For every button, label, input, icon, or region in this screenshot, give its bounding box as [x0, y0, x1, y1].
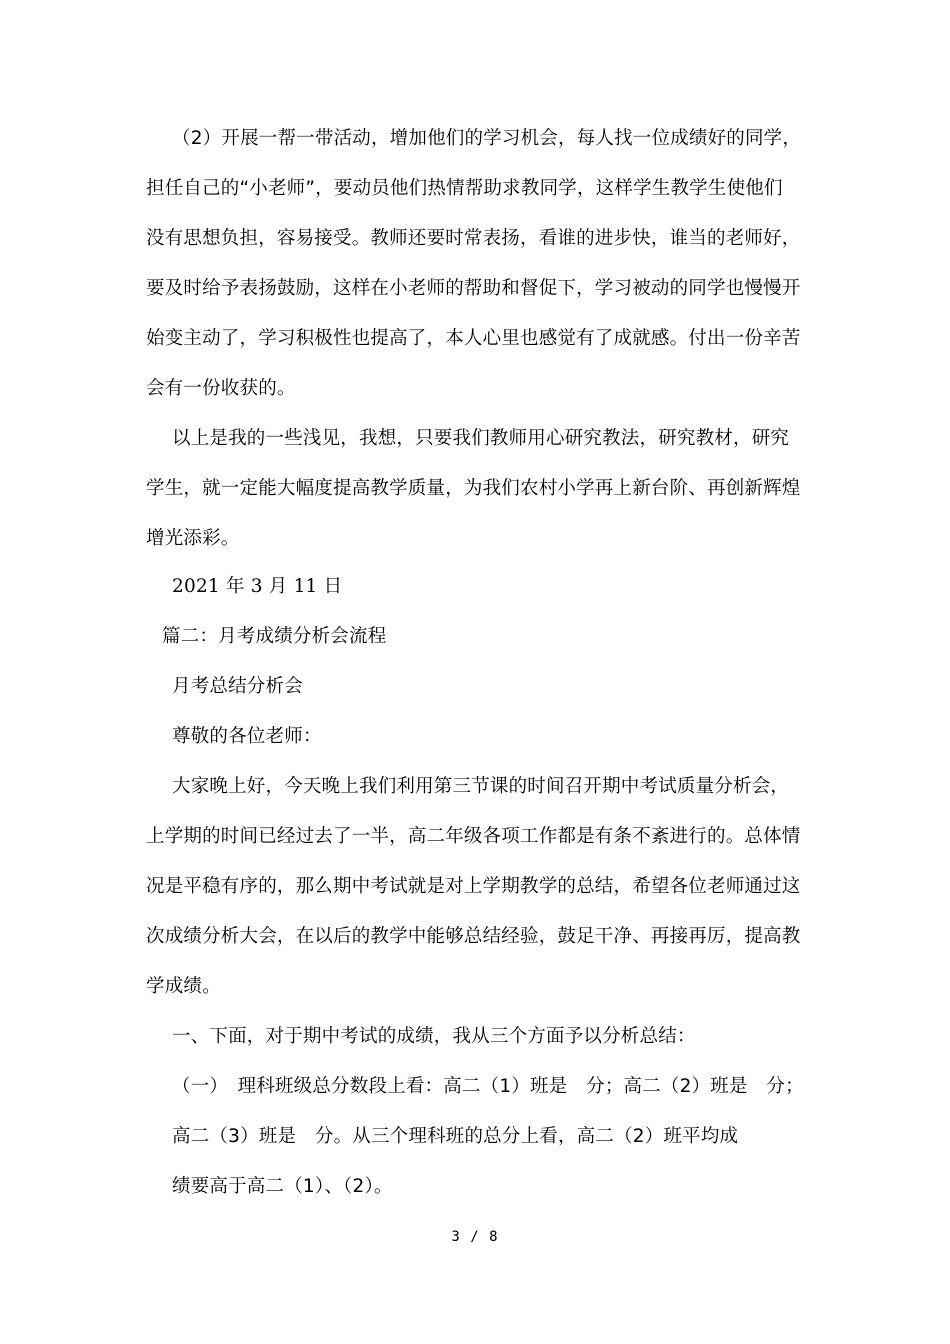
paragraph-line: （2）开展一帮一带活动，增加他们的学习机会，每人找一位成绩好的同学，: [172, 128, 802, 149]
paragraph-line: 一、下面，对于期中考试的成绩，我从三个方面予以分析总结：: [172, 1026, 696, 1047]
paragraph-line: 要及时给予表扬鼓励，这样在小老师的帮助和督促下，学习被动的同学也慢慢开: [146, 278, 801, 299]
paragraph-line: 会有一份收获的。: [146, 378, 296, 399]
paragraph-line: （一） 理科班级总分数段上看：高二（1）班是 分；高二（2）班是 分；: [172, 1076, 804, 1097]
section-heading: 篇二：月考成绩分析会流程: [162, 626, 387, 647]
document-title: 月考总结分析会: [172, 676, 303, 697]
paragraph-line: 始变主动了，学习积极性也提高了，本人心里也感觉有了成就感。付出一份辛苦: [146, 328, 801, 349]
paragraph-line: 大家晚上好，今天晚上我们利用第三节课的时间召开期中考试质量分析会，: [172, 776, 790, 797]
paragraph-line: 高二（3）班是 分。从三个理科班的总分上看，高二（2）班平均成: [172, 1126, 739, 1147]
paragraph-line: 以上是我的一些浅见，我想，只要我们教师用心研究教法，研究教材，研究: [172, 428, 790, 449]
date-line: 2021 年 3 月 11 日: [172, 576, 343, 597]
paragraph-line: 增光添彩。: [146, 528, 240, 549]
paragraph-line: 况是平稳有序的，那么期中考试就是对上学期教学的总结，希望各位老师通过这: [146, 876, 801, 897]
paragraph-line: 学成绩。: [146, 976, 221, 997]
paragraph-line: 上学期的时间已经过去了一半，高二年级各项工作都是有条不紊进行的。总体情: [146, 826, 801, 847]
paragraph-line: 没有思想负担，容易接受。教师还要时常表扬，看谁的进步快，谁当的老师好，: [146, 228, 801, 249]
paragraph-line: 绩要高于高二（1）、（2）。: [172, 1176, 393, 1197]
salutation: 尊敬的各位老师：: [172, 726, 322, 747]
paragraph-line: 次成绩分析大会，在以后的教学中能够总结经验，鼓足干净、再接再厉，提高教: [146, 926, 801, 947]
paragraph-line: 担任自己的“小老师”，要动员他们热情帮助求教同学，这样学生教学生使他们: [146, 178, 783, 199]
page-number: 3 / 8: [451, 1229, 499, 1245]
paragraph-line: 学生，就一定能大幅度提高教学质量，为我们农村小学再上新台阶、再创新辉煌: [146, 478, 801, 499]
